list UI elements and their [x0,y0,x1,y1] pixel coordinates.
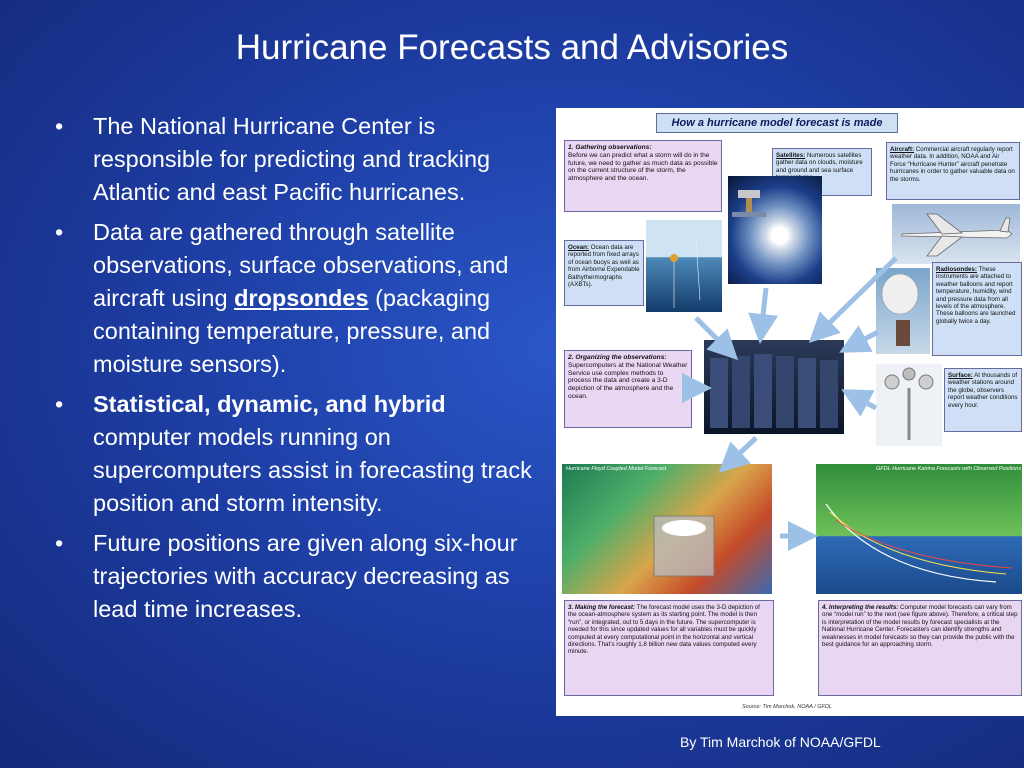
bullet-4-text: Future positions are given along six-hour trajectories with accuracy decreasing as lead time increases. [93,530,518,622]
satellites-text: Numerous satellites gather data on clouds, moisture and ground and sea surface [776,152,863,174]
balloon-icon [876,268,930,354]
gfdl-tracks-image [816,464,1022,594]
bullet-3 [55,388,547,520]
bullet-1-text: The National Hurricane Center is responsible for predicting and tracking Atlantic and east Pacific hurricanes. [93,113,491,205]
storm-3d-icon [562,464,772,594]
ocean-label: Ocean: [568,244,589,251]
satellite-image [728,176,822,284]
bullet-list [55,110,547,633]
radiosondes-box [932,262,1022,356]
slide-title: Hurricane Forecasts and Advisories [235,28,789,67]
surface-text: At thousands of weather stations around the globe, observers report weather conditions every hour. [948,372,1018,409]
arrow-down [726,438,756,466]
gfdl-image-caption: GFDL Hurricane Katrina Forecasts with Observed Positions [876,466,1022,472]
bullet-2 [55,216,547,381]
ocean-text: Ocean data are reported from fixed arrays of ocean buoys as well as from Airborne Expendable Bathythermographs (AXBTs). [568,244,640,289]
step1-text: Before we can predict what a storm will do in the future, we need to gather as much data as possible on the current structure of the storm, the atmosphere and the ocean. [568,151,718,183]
step4-title: 4. Interpreting the results: [822,604,899,611]
aircraft-label: Aircraft: [890,146,915,153]
satellite-icon [728,176,822,284]
bullet-1 [55,110,547,209]
balloon-image [876,268,930,354]
step1-box [564,140,722,212]
ocean-buoy-image [646,220,722,312]
aircraft-text: Commercial aircraft regularly report weather data. In addition, NOAA and Air Force “Hurricane Hunter” aircraft penetrate hurricanes in order to gather valuable data on the storms. [890,146,1015,183]
radiosondes-text: These instruments are attached to weather balloons and report temperature, humidity, wind and pressure data from all levels of the atmosphere. These balloons are launched globally twice a day. [936,266,1016,325]
surface-box [944,368,1022,432]
step1-title: 1. Gathering observations: [568,144,652,151]
step2-title: 2. Organizing the observations: [568,354,667,361]
model-image-caption: Hurricane Floyd Coupled Model Forecast [566,466,667,472]
satellites-label: Satellites: [776,152,806,159]
model-forecast-image [562,464,772,594]
step2-box [564,350,692,428]
buoy-icon [646,220,722,312]
bullet-2-post: (packaging containing temperature, pressure, and moisture sensors). [93,285,491,377]
anemometer-icon [876,364,942,446]
step3-text: The forecast model uses the 3-D depiction of the ocean-atmosphere system as its starting point. The model is then “run”, or integrated, out to 5 days in the future. The supercomputer is needed for this since updated values for all variables must be quickly computed at every computational point in the horizontal and vertical directions. That’s roughly 1.8 billion new data values computed every minute. [568,604,760,656]
bullet-3-bold: Statistical, dynamic, and hybrid [93,391,446,417]
surface-label: Surface: [948,372,973,379]
credit-text: By Tim Marchok of NOAA/GFDL [680,734,881,750]
arrow-radiosonde [848,332,878,348]
arrow-satellite [761,288,766,334]
aircraft-image [892,204,1020,264]
radiosondes-label: Radiosondes: [936,266,977,273]
server-racks-icon [704,340,844,434]
bullet-3-rest: computer models running on supercomputers assist in forecasting track position and storm intensity. [93,424,532,516]
ocean-box [564,240,644,306]
bullet-2-pre: Data are gathered through satellite observations, surface observations, and aircraft using [93,219,509,311]
aircraft-box [886,142,1020,200]
step4-box [818,600,1022,696]
step4-text: Computer model forecasts can vary from one “model run” to the next (see figure above). Therefore, a critical step is interpretation of the model results by forecast specialists at the National Hurricane Center. Forecasters can identify strengths and weaknesses in model forecasts so they can provide the public with the best guidance for an approaching storm. [822,604,1018,649]
figure-title: How a hurricane model forecast is made [656,113,898,133]
dropsondes-link[interactable]: dropsondes [234,285,369,311]
supercomputer-image [704,340,844,434]
anemometer-image [876,364,942,446]
forecast-process-figure [556,108,1024,716]
step3-title: 3. Making the forecast: [568,604,636,611]
figure-source: Source: Tim Marchok, NOAA / GFDL [742,704,832,710]
step3-box [564,600,774,696]
bullet-4 [55,527,547,626]
airplane-icon [892,204,1020,264]
arrow-surface [850,394,876,408]
track-lines-icon [816,464,1022,594]
step2-text: Supercomputers at the National Weather Service use complex methods to process the data and create a 3-D depiction of the atmosphere and the ocean. [568,361,688,400]
